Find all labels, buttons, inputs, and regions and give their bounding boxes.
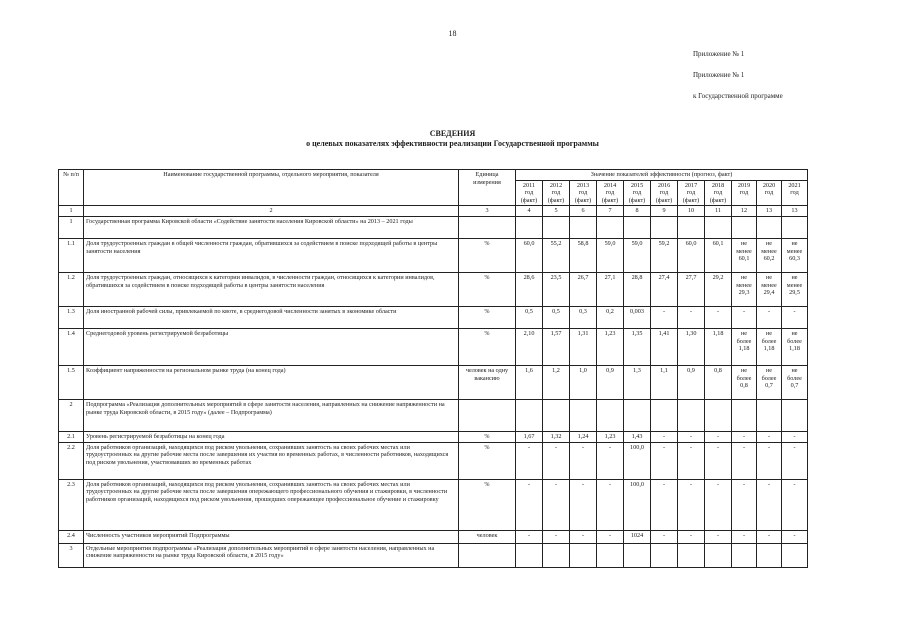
row-value: - — [678, 442, 705, 479]
row-value: не более 1,18 — [732, 328, 757, 365]
header-year — [516, 180, 543, 206]
row-value: 1,41 — [651, 328, 678, 365]
row-value: - — [732, 306, 757, 328]
row-unit: % — [459, 431, 516, 442]
row-value: не более 1,18 — [757, 328, 782, 365]
row-unit: % — [459, 306, 516, 328]
row-number: 1 — [59, 216, 84, 238]
row-value: - — [543, 442, 570, 479]
header-year-line: 2017 — [684, 181, 698, 189]
header-year-line: (факт) — [682, 196, 700, 204]
header-year-line — [734, 197, 754, 205]
row-unit: человек на одну вакансию — [459, 365, 516, 399]
row-value: - — [757, 442, 782, 479]
row-number: 2.1 — [59, 431, 84, 442]
row-value — [597, 399, 624, 431]
row-value: - — [705, 306, 732, 328]
row-value: - — [543, 479, 570, 530]
header-year-line — [759, 197, 779, 205]
header-year-line: год — [713, 189, 723, 197]
row-value: - — [570, 442, 597, 479]
header-year — [705, 180, 732, 206]
row-value — [570, 216, 597, 238]
row-name: Государственная программа Кировской области «Содействие занятости населения Кировской области» на 2013 – 2021 годы — [84, 216, 459, 238]
row-value: 27,4 — [651, 272, 678, 306]
row-value: 58,8 — [570, 238, 597, 272]
row-name: Уровень регистрируемой безработицы на конец года — [84, 431, 459, 442]
row-value — [543, 216, 570, 238]
row-value — [678, 216, 705, 238]
row-value: 0,9 — [597, 365, 624, 399]
row-value — [678, 399, 705, 431]
row-name: Доля работников организаций, находящихся под риском увольнения, сохранивших занятость на своих рабочих местах или трудоустроенных на другие рабочие места после завершения их участия во временных работах, в численности работников, находящихся под риском увольнения, участвовавших во временных работах — [84, 442, 459, 479]
row-value — [516, 399, 543, 431]
header-year-line: год — [578, 189, 588, 197]
row-value — [516, 216, 543, 238]
row-value: 59,2 — [651, 238, 678, 272]
row-value: - — [570, 479, 597, 530]
row-value: 60,0 — [516, 238, 543, 272]
row-value: 1,43 — [624, 431, 651, 442]
row-name: Доля работников организаций, находящихся под риском увольнения, сохранивших занятость на своих рабочих местах или трудоустроенных на другие рабочие места после завершения опережающего профессионального обучения и стажировки, в численности работников организаций, находящихся под риском увольнения, прошедших опережающее профессиональное обучение и стажировку — [84, 479, 459, 530]
column-number: 3 — [459, 206, 516, 217]
table-row — [59, 272, 808, 306]
row-number: 2.2 — [59, 442, 84, 479]
table-row — [59, 543, 808, 567]
row-value — [597, 216, 624, 238]
row-value — [782, 216, 808, 238]
row-number: 1.5 — [59, 365, 84, 399]
header-values-group: Значение показателей эффективности (прогноз, факт) — [516, 170, 808, 181]
row-name: Доля трудоустроенных граждан в общей численности граждан, обратившихся за содействием в поиске подходящей работы в центры занятости населения — [84, 238, 459, 272]
row-value: - — [782, 306, 808, 328]
row-value: - — [757, 306, 782, 328]
row-value — [705, 216, 732, 238]
table-row — [59, 365, 808, 399]
row-unit: % — [459, 442, 516, 479]
header-year-line: (факт) — [628, 196, 646, 204]
row-value: - — [732, 442, 757, 479]
header-year-line: год — [739, 189, 749, 197]
table-row — [59, 442, 808, 479]
row-value: не более 0,8 — [732, 365, 757, 399]
row-value — [705, 399, 732, 431]
header-year-line: год — [659, 189, 669, 197]
header-year — [624, 180, 651, 206]
row-value — [757, 216, 782, 238]
table-row — [59, 216, 808, 238]
column-number: 9 — [651, 206, 678, 217]
row-number: 1.2 — [59, 272, 84, 306]
row-value — [624, 216, 651, 238]
header-year-line: год — [764, 189, 774, 197]
header-year-line: год — [605, 189, 615, 197]
row-value: 0,9 — [678, 365, 705, 399]
row-value — [543, 543, 570, 567]
row-value — [651, 399, 678, 431]
row-value: - — [757, 479, 782, 530]
header-year-line: 2012 — [549, 181, 563, 189]
header-year-line: год — [524, 189, 534, 197]
row-value: 1,2 — [543, 365, 570, 399]
row-value: 59,0 — [597, 238, 624, 272]
row-value: 1,67 — [516, 431, 543, 442]
row-value — [624, 543, 651, 567]
column-number: 12 — [732, 206, 757, 217]
row-value: - — [651, 431, 678, 442]
header-year — [597, 180, 624, 206]
row-value: 1024 — [624, 530, 651, 543]
row-name: Подпрограмма «Реализация дополнительных мероприятий в сфере занятости населения, направленных на снижение напряженности на рынке труда Кировской области, в 2015 году» (далее – Подпрограмма) — [84, 399, 459, 431]
row-number: 2.4 — [59, 530, 84, 543]
row-unit: % — [459, 479, 516, 530]
header-year — [678, 180, 705, 206]
row-value: - — [705, 431, 732, 442]
column-number: 4 — [516, 206, 543, 217]
row-value: 1,24 — [570, 431, 597, 442]
row-value: 1,23 — [597, 431, 624, 442]
row-value: - — [732, 479, 757, 530]
row-unit: % — [459, 272, 516, 306]
table-row — [59, 328, 808, 365]
header-year-line: 2018 — [711, 181, 725, 189]
column-number: 1 — [59, 206, 84, 217]
row-value — [757, 399, 782, 431]
header-year-line: (факт) — [709, 196, 727, 204]
table-row — [59, 399, 808, 431]
header-year — [543, 180, 570, 206]
row-value: - — [651, 442, 678, 479]
column-number: 5 — [543, 206, 570, 217]
row-value: 0,8 — [705, 365, 732, 399]
column-number: 6 — [570, 206, 597, 217]
header-year-line: (факт) — [655, 196, 673, 204]
row-value: 100,0 — [624, 479, 651, 530]
row-value: 55,2 — [543, 238, 570, 272]
column-number: 2 — [84, 206, 459, 217]
row-value: 0,5 — [543, 306, 570, 328]
row-value: - — [651, 306, 678, 328]
table-row — [59, 238, 808, 272]
row-value: не менее 29,4 — [757, 272, 782, 306]
row-unit: человек — [459, 530, 516, 543]
row-value: - — [705, 442, 732, 479]
row-number: 1.4 — [59, 328, 84, 365]
row-value: не менее 29,3 — [732, 272, 757, 306]
row-unit — [459, 543, 516, 567]
row-value: - — [782, 442, 808, 479]
row-unit: % — [459, 238, 516, 272]
header-year-line: (факт) — [547, 196, 565, 204]
row-value: - — [705, 479, 732, 530]
row-value: 1,30 — [678, 328, 705, 365]
header-year-line — [784, 197, 805, 205]
row-value: не менее 60,3 — [782, 238, 808, 272]
row-value — [651, 543, 678, 567]
row-value — [570, 399, 597, 431]
column-number: 7 — [597, 206, 624, 217]
row-value: - — [516, 479, 543, 530]
page-number: 18 — [448, 29, 457, 38]
indicators-table — [58, 169, 808, 568]
row-value — [516, 543, 543, 567]
header-year-line: год — [551, 189, 561, 197]
row-unit — [459, 399, 516, 431]
row-name: Среднегодовой уровень регистрируемой безработицы — [84, 328, 459, 365]
row-number: 1.1 — [59, 238, 84, 272]
row-value: - — [516, 530, 543, 543]
row-value: - — [651, 530, 678, 543]
header-year-line: год — [686, 189, 696, 197]
row-value: - — [757, 431, 782, 442]
row-value: 60,0 — [678, 238, 705, 272]
row-value: не менее 60,1 — [732, 238, 757, 272]
row-value — [597, 543, 624, 567]
appendix-line-1: Приложение № 1 — [693, 50, 745, 58]
header-year-line: год — [790, 189, 799, 197]
row-unit — [459, 216, 516, 238]
row-value: 2,10 — [516, 328, 543, 365]
row-value: - — [678, 530, 705, 543]
column-numbers-row — [59, 206, 808, 217]
row-value — [678, 543, 705, 567]
row-value: 28,8 — [624, 272, 651, 306]
row-number: 1.3 — [59, 306, 84, 328]
row-value: не менее 29,5 — [782, 272, 808, 306]
header-year — [570, 180, 597, 206]
row-value: 1,31 — [570, 328, 597, 365]
header-year-line: (факт) — [520, 196, 538, 204]
row-value: 1,23 — [597, 328, 624, 365]
header-year — [782, 180, 808, 206]
row-name: Отдельные мероприятия подпрограммы «Реализация дополнительных мероприятий в сфере занятости населения, направленных на снижение напряженности на рынке труда Кировской области, в 2015 году» — [84, 543, 459, 567]
table-row — [59, 530, 808, 543]
row-value: не более 0,7 — [782, 365, 808, 399]
column-number: 8 — [624, 206, 651, 217]
header-year — [757, 180, 782, 206]
row-name: Доля трудоустроенных граждан, относящихся к категории инвалидов, в численности граждан, относящихся к категории инвалидов, обратившихся за содействием в поиске подходящей работы в центры занятости населения — [84, 272, 459, 306]
row-value: - — [543, 530, 570, 543]
header-year-line: 2014 — [603, 181, 617, 189]
row-unit: % — [459, 328, 516, 365]
column-number: 10 — [678, 206, 705, 217]
header-year-line: 2020 — [762, 181, 776, 189]
row-value: - — [678, 431, 705, 442]
row-value — [570, 543, 597, 567]
row-value: 1,18 — [705, 328, 732, 365]
row-value: - — [782, 479, 808, 530]
row-value: - — [732, 431, 757, 442]
row-value: 0,3 — [570, 306, 597, 328]
row-value: - — [516, 442, 543, 479]
header-year-line: 2016 — [657, 181, 671, 189]
row-value: 1,1 — [651, 365, 678, 399]
row-value: 0,5 — [516, 306, 543, 328]
row-value: 1,35 — [624, 328, 651, 365]
document-title: СВЕДЕНИЯ — [429, 129, 476, 138]
row-value: 1,0 — [570, 365, 597, 399]
row-value — [651, 216, 678, 238]
row-name: Численность участников мероприятий Подпрограммы — [84, 530, 459, 543]
row-name: Коэффициент напряженности на региональном рынке труда (на конец года) — [84, 365, 459, 399]
row-value: 60,1 — [705, 238, 732, 272]
row-value: 27,1 — [597, 272, 624, 306]
row-value: 0,003 — [624, 306, 651, 328]
row-value: 59,0 — [624, 238, 651, 272]
row-value: - — [782, 530, 808, 543]
row-value — [782, 543, 808, 567]
row-value — [732, 543, 757, 567]
column-number: 13 — [782, 206, 808, 217]
row-value: - — [651, 479, 678, 530]
row-value: 1,57 — [543, 328, 570, 365]
row-value: 100,0 — [624, 442, 651, 479]
row-value — [782, 399, 808, 431]
row-value: - — [757, 530, 782, 543]
header-year-line: 2019 — [737, 181, 751, 189]
header-year-line: год — [632, 189, 642, 197]
row-value: не более 0,7 — [757, 365, 782, 399]
header-year-line: (факт) — [574, 196, 592, 204]
row-value: 27,7 — [678, 272, 705, 306]
header-year — [651, 180, 678, 206]
header-unit: Единица измерения — [459, 170, 516, 206]
table-row — [59, 479, 808, 530]
row-number: 2 — [59, 399, 84, 431]
appendix-line-3: к Государственной программе — [693, 92, 783, 100]
table-row — [59, 431, 808, 442]
document-subtitle: о целевых показателях эффективности реализации Государственной программы — [306, 139, 599, 148]
row-value: 0,2 — [597, 306, 624, 328]
row-value — [757, 543, 782, 567]
row-value: - — [732, 530, 757, 543]
row-value: - — [570, 530, 597, 543]
row-value: - — [597, 442, 624, 479]
header-row — [59, 170, 808, 181]
row-number: 2.3 — [59, 479, 84, 530]
row-value — [624, 399, 651, 431]
row-value: - — [782, 431, 808, 442]
row-value: 23,5 — [543, 272, 570, 306]
row-value: - — [678, 306, 705, 328]
row-value: 1,3 — [624, 365, 651, 399]
row-name: Доля иностранной рабочей силы, привлекаемой по квоте, в среднегодовой численности занятых в экономике области — [84, 306, 459, 328]
row-value: 1,6 — [516, 365, 543, 399]
row-value: не более 1,18 — [782, 328, 808, 365]
column-number: 11 — [705, 206, 732, 217]
header-year — [732, 180, 757, 206]
row-value: 29,2 — [705, 272, 732, 306]
row-value — [732, 216, 757, 238]
row-value: - — [678, 479, 705, 530]
row-value — [732, 399, 757, 431]
header-year-line: 2011 — [522, 181, 536, 189]
row-number: 3 — [59, 543, 84, 567]
row-value: 28,6 — [516, 272, 543, 306]
header-year-line: (факт) — [601, 196, 619, 204]
row-value — [705, 543, 732, 567]
appendix-line-2: Приложение № 1 — [693, 71, 745, 79]
header-num: № п/п — [59, 170, 84, 206]
row-value: - — [597, 530, 624, 543]
header-name: Наименование государственной программы, отдельного мероприятия, показателя — [84, 170, 459, 206]
row-value: не менее 60,2 — [757, 238, 782, 272]
row-value: - — [597, 479, 624, 530]
column-number: 13 — [757, 206, 782, 217]
row-value — [543, 399, 570, 431]
row-value: 26,7 — [570, 272, 597, 306]
table-row — [59, 306, 808, 328]
row-value: - — [705, 530, 732, 543]
header-year-line: 2021 — [788, 181, 801, 189]
row-value: 1,32 — [543, 431, 570, 442]
header-year-line: 2015 — [630, 181, 644, 189]
header-year-line: 2013 — [576, 181, 590, 189]
